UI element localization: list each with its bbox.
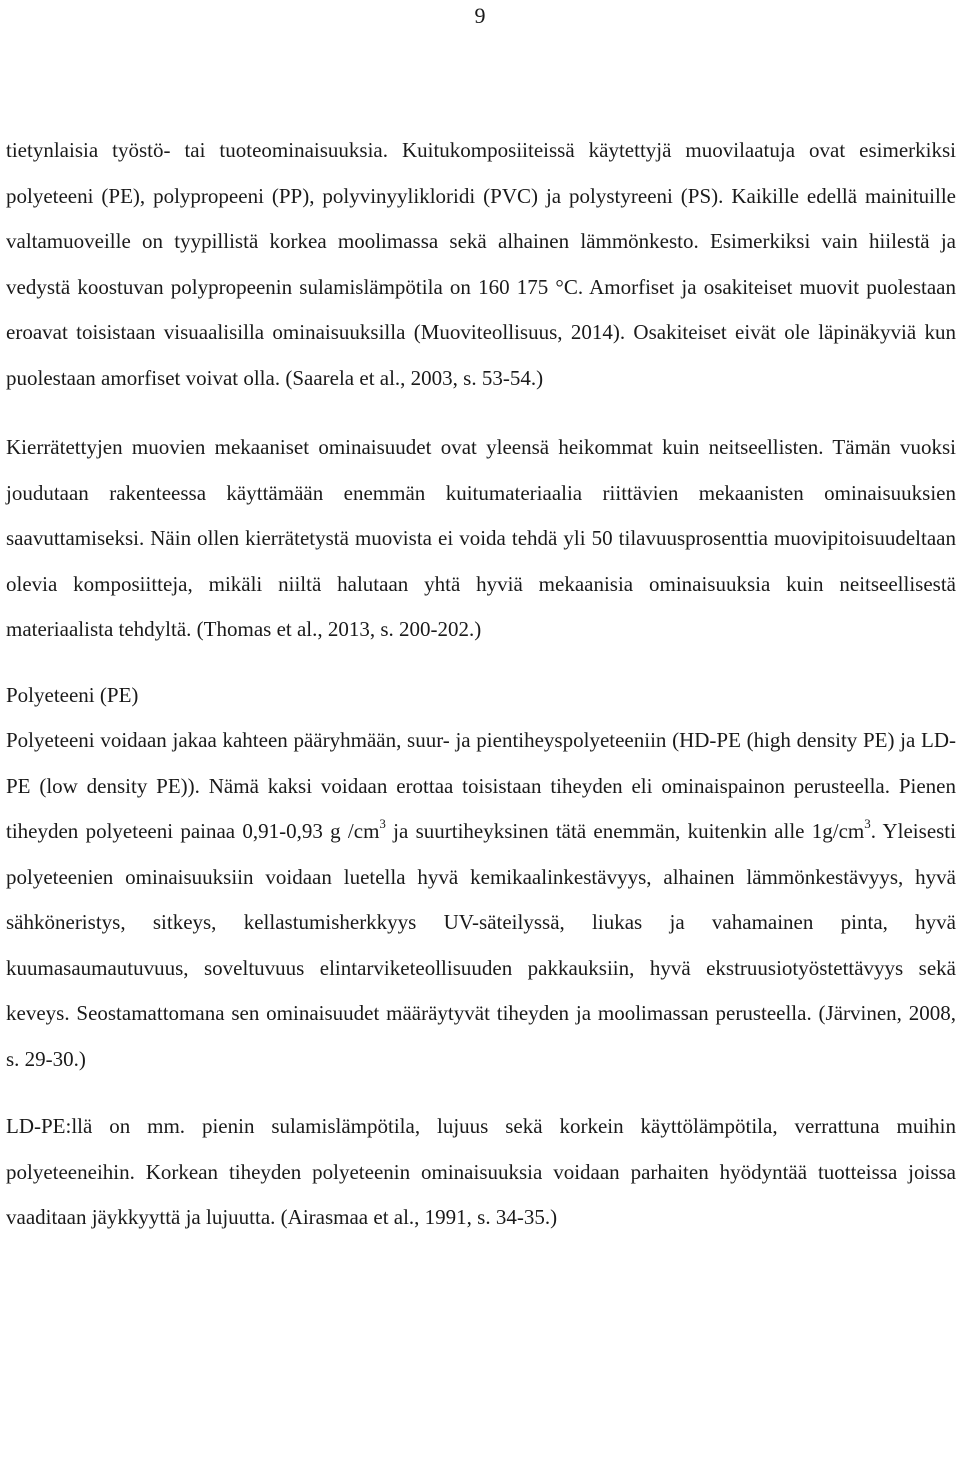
paragraph-polyethylene-part-3: . Yleisesti polyeteenien ominaisuuksiin voidaan luetella hyvä kemikaalinkestävyys, alhainen lämmönkestävyys, hyvä sähköneristys, sitkeys, kellastumisherkkyys UV-säteilyssä, liukas ja vahamainen pinta, hyvä kuumasaumautuvuus, soveltuvuus elintarviketeollisuuden pakkauksiin, hyvä ekstruusiotyöstettävyys sekä keveys. Seostamattomana sen ominaisuudet määräytyvät tiheyden ja moolimassan perusteella. (Järvinen, 2008, s. 29-30.) bbox=[6, 819, 956, 1071]
paragraph-polyethylene-part-2: ja suurtiheyksinen tätä enemmän, kuitenkin alle 1g/cm bbox=[385, 819, 865, 843]
paragraph-plastics-intro: tietynlaisia työstö- tai tuoteominaisuuksia. Kuitukomposiiteissä käytettyjä muovilaatuja ovat esimerkiksi polyeteeni (PE), polypropeeni (PP), polyvinyylikloridi (PVC) ja polystyreeni (PS). Kaikille edellä mainituille valtamuoveille on tyypillistä korkea moolimassa sekä alhainen lämmönkesto. Esimerkiksi vain hiilestä ja vedystä koostuvan polypropeenin sulamislämpötila on 160 175 °C. Amorfiset ja osakiteiset muovit puolestaan eroavat toisistaan visuaalisilla ominaisuuksilla (Muoviteollisuus, 2014). Osakiteiset eivät ole läpinäkyviä kun puolestaan amorfiset voivat olla. (Saarela et al., 2003, s. 53-54.) bbox=[6, 138, 956, 390]
paragraph-recycled-plastics: Kierrätettyjen muovien mekaaniset ominaisuudet ovat yleensä heikommat kuin neitseellisten. Tämän vuoksi joudutaan rakenteessa käyttämään enemmän kuitumateriaalia riittävien mekaanisten ominaisuuksien saavuttamiseksi. Näin ollen kierrätetystä muovista ei voida tehdä yli 50 tilavuusprosenttia muovipitoisuudeltaan olevia komposiitteja, mikäli niiltä halutaan yhtä hyviä mekaanisia ominaisuuksia kuin neitseellisestä materiaalista tehdyltä. (Thomas et al., 2013, s. 200-202.) bbox=[6, 435, 956, 641]
paragraph-polyethylene bbox=[6, 718, 956, 1082]
paragraph-polyethylene-part-1: Polyeteeni voidaan jakaa kahteen pääryhmään, suur- ja pientiheyspolyeteeniin (HD-PE (high density PE) ja LD-PE (low density PE)). Nämä kaksi voidaan erottaa toisistaan tiheyden eli ominaispainon perusteella. Pienen tiheyden polyeteeni painaa 0,91-0,93 g /cm bbox=[6, 728, 956, 843]
page-number: 9 bbox=[474, 3, 486, 28]
paragraph-ldpe: LD-PE:llä on mm. pienin sulamislämpötila, lujuus sekä korkein käyttölämpötila, verrattuna muihin polyeteeneihin. Korkean tiheyden polyeteenin ominaisuuksia voidaan parhaiten hyödyntää tuotteissa joissa vaaditaan jäykkyyttä ja lujuutta. (Airasmaa et al., 1991, s. 34-35.) bbox=[6, 1114, 956, 1229]
section-heading-polyethylene: Polyeteeni (PE) bbox=[6, 682, 139, 707]
superscript-cubic-1: 3 bbox=[379, 816, 386, 831]
superscript-cubic-2: 3 bbox=[864, 816, 871, 831]
document-body bbox=[6, 128, 956, 1241]
